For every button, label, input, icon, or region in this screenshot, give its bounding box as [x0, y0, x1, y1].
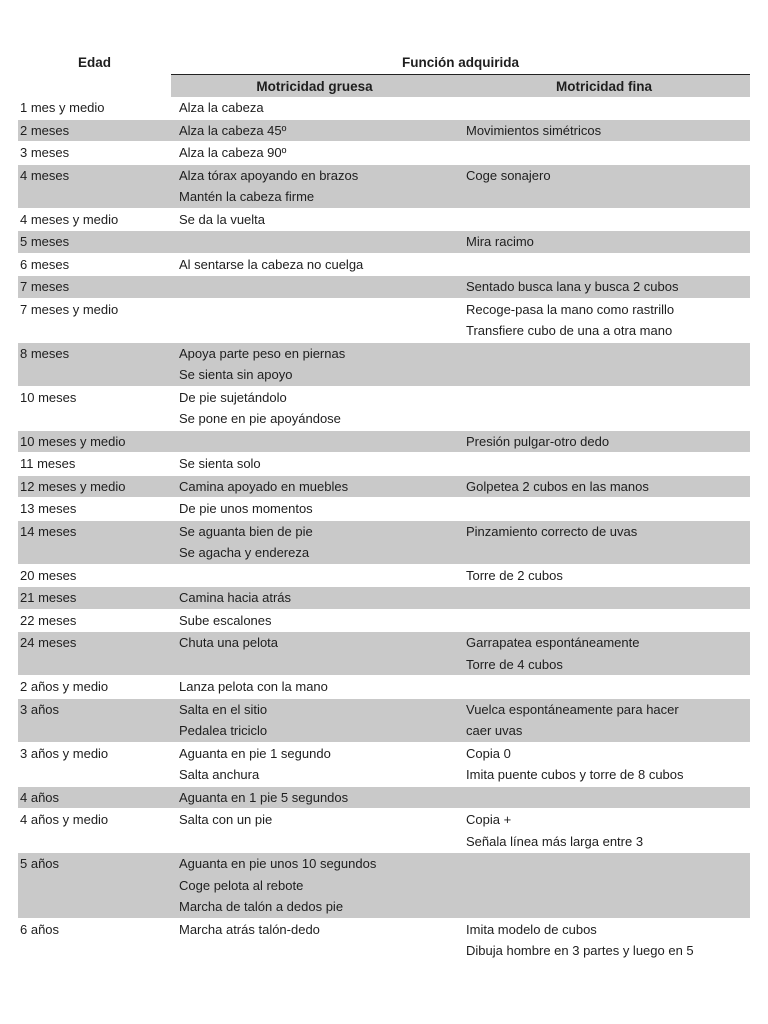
age-cell: [18, 231, 171, 253]
age-label: 24 meses: [20, 635, 77, 650]
age-cell: [18, 254, 171, 276]
gross-motor-cell: [171, 521, 458, 564]
fine-motor-cell: [458, 521, 750, 564]
age-cell: [18, 387, 171, 430]
fine-motor-cell: [458, 431, 750, 453]
header-age-blank: [18, 74, 171, 97]
gross-motor-item: Se pone en pie apoyándose: [179, 411, 341, 426]
age-label: 11 meses: [20, 456, 76, 471]
age-cell: [18, 276, 171, 298]
table-row: [18, 609, 750, 632]
age-cell: [18, 699, 171, 742]
fine-motor-item: Movimientos simétricos: [466, 122, 602, 138]
fine-motor-item: Señala línea más larga entre 3: [466, 833, 644, 849]
gross-motor-cell: [171, 853, 458, 918]
age-cell: [18, 431, 171, 453]
age-cell: [18, 343, 171, 386]
table-row: [18, 208, 750, 231]
table-row: [18, 631, 750, 675]
age-label: 4 años y medio: [20, 812, 109, 827]
gross-motor-cell: [171, 809, 458, 852]
header-fine-motor: Motricidad fina: [458, 75, 750, 97]
table-row: [18, 475, 750, 498]
table-row: [18, 698, 750, 742]
gross-motor-item: Se sienta solo: [179, 456, 261, 471]
table-row: [18, 586, 750, 609]
gross-motor-item: Aguanta en pie unos 10 segundos: [179, 856, 377, 871]
age-label: 6 años: [20, 921, 60, 937]
fine-motor-item: Dibuja hombre en 3 partes y luego en 5: [466, 943, 694, 958]
gross-motor-item: Se aguanta bien de pie: [179, 523, 313, 539]
gross-motor-item: Chuta una pelota: [179, 635, 279, 650]
fine-motor-cell: [458, 565, 750, 587]
age-cell: [18, 299, 171, 342]
table-row: [18, 298, 750, 342]
gross-motor-item: De pie sujetándolo: [179, 389, 287, 405]
fine-motor-item: Copia +: [466, 812, 512, 827]
fine-motor-cell: [458, 209, 750, 231]
fine-motor-cell: [458, 387, 750, 430]
fine-motor-cell: [458, 610, 750, 632]
fine-motor-item: Pinzamiento correcto de uvas: [466, 523, 638, 539]
age-label: 5 meses: [20, 234, 70, 249]
age-label: 7 meses y medio: [20, 301, 119, 317]
table-row: [18, 564, 750, 587]
fine-motor-cell: [458, 787, 750, 809]
fine-motor-cell: [458, 743, 750, 786]
age-cell: [18, 453, 171, 475]
age-cell: [18, 498, 171, 520]
fine-motor-cell: [458, 343, 750, 386]
age-cell: [18, 743, 171, 786]
table-row: [18, 275, 750, 298]
gross-motor-cell: [171, 343, 458, 386]
age-label: 21 meses: [20, 590, 77, 605]
age-label: 10 meses y medio: [20, 433, 126, 449]
age-label: 10 meses: [20, 389, 77, 405]
table-row: [18, 342, 750, 386]
header-age: Edad: [77, 54, 111, 70]
table-row: [18, 386, 750, 430]
gross-motor-item: Alza la cabeza: [179, 100, 264, 115]
age-cell: [18, 521, 171, 564]
gross-motor-item: Pedalea triciclo: [179, 723, 268, 738]
age-cell: [18, 919, 171, 962]
fine-motor-cell: [458, 632, 750, 675]
gross-motor-item: Lanza pelota con la mano: [179, 679, 328, 694]
gross-motor-cell: [171, 632, 458, 675]
fine-motor-cell: [458, 919, 750, 962]
fine-motor-cell: [458, 498, 750, 520]
age-label: 2 años y medio: [20, 679, 109, 694]
fine-motor-item: Garrapatea espontáneamente: [466, 635, 640, 650]
age-cell: [18, 565, 171, 587]
gross-motor-item: Aguanta en pie 1 segundo: [179, 745, 331, 761]
gross-motor-cell: [171, 209, 458, 231]
fine-motor-cell: [458, 476, 750, 498]
age-label: 6 meses: [20, 256, 70, 272]
gross-motor-item: De pie unos momentos: [179, 501, 313, 516]
gross-motor-item: Salta con un pie: [179, 812, 273, 827]
age-label: 3 meses: [20, 145, 70, 160]
gross-motor-item: Se agacha y endereza: [179, 545, 310, 560]
table-row: [18, 497, 750, 520]
fine-motor-cell: [458, 676, 750, 698]
fine-motor-item: caer uvas: [466, 723, 523, 738]
age-cell: [18, 120, 171, 142]
table-row: [18, 164, 750, 208]
gross-motor-item: Aguanta en 1 pie 5 segundos: [179, 789, 349, 805]
fine-motor-item: Torre de 4 cubos: [466, 656, 563, 672]
age-cell: [18, 97, 171, 119]
age-label: 8 meses: [20, 345, 70, 361]
gross-motor-cell: [171, 587, 458, 609]
gross-motor-item: Salta en el sitio: [179, 701, 268, 717]
gross-motor-cell: [171, 610, 458, 632]
gross-motor-cell: [171, 299, 458, 342]
gross-motor-cell: [171, 919, 458, 962]
gross-motor-item: Se sienta sin apoyo: [179, 367, 293, 382]
fine-motor-item: Mira racimo: [466, 234, 534, 249]
fine-motor-cell: [458, 165, 750, 208]
table-header-top: [18, 50, 750, 74]
age-label: 3 años: [20, 701, 60, 717]
age-label: 4 años: [20, 789, 60, 805]
gross-motor-cell: [171, 165, 458, 208]
gross-motor-cell: [171, 476, 458, 498]
gross-motor-item: Sube escalones: [179, 612, 272, 628]
table-row: [18, 141, 750, 164]
gross-motor-cell: [171, 254, 458, 276]
table-row: [18, 742, 750, 786]
age-label: 12 meses y medio: [20, 478, 126, 494]
age-cell: [18, 142, 171, 164]
gross-motor-item: Apoya parte peso en piernas: [179, 345, 346, 361]
fine-motor-cell: [458, 299, 750, 342]
header-gross-motor: Motricidad gruesa: [171, 75, 458, 97]
gross-motor-cell: [171, 276, 458, 298]
table-row: [18, 918, 750, 962]
age-label: 3 años y medio: [20, 745, 109, 761]
age-label: 22 meses: [20, 612, 77, 628]
age-cell: [18, 587, 171, 609]
fine-motor-item: Golpetea 2 cubos en las manos: [466, 478, 649, 494]
table-row: [18, 852, 750, 918]
gross-motor-item: Marcha de talón a dedos pie: [179, 899, 344, 914]
gross-motor-cell: [171, 142, 458, 164]
table-row: [18, 230, 750, 253]
fine-motor-cell: [458, 853, 750, 918]
table-row: [18, 786, 750, 809]
age-label: 1 mes y medio: [20, 100, 105, 115]
table-row: [18, 119, 750, 142]
age-cell: [18, 165, 171, 208]
gross-motor-item: Salta anchura: [179, 767, 260, 782]
gross-motor-cell: [171, 97, 458, 119]
gross-motor-cell: [171, 565, 458, 587]
gross-motor-cell: [171, 498, 458, 520]
gross-motor-cell: [171, 387, 458, 430]
age-label: 4 meses y medio: [20, 211, 119, 227]
gross-motor-item: Alza tórax apoyando en brazos: [179, 167, 359, 183]
gross-motor-cell: [171, 431, 458, 453]
table-row: [18, 520, 750, 564]
fine-motor-cell: [458, 276, 750, 298]
age-label: 7 meses: [20, 279, 70, 294]
fine-motor-cell: [458, 587, 750, 609]
table-body: [18, 97, 750, 962]
table-header-sub: [18, 74, 750, 97]
fine-motor-cell: [458, 809, 750, 852]
gross-motor-cell: [171, 787, 458, 809]
gross-motor-cell: [171, 120, 458, 142]
development-table: [18, 50, 750, 962]
gross-motor-cell: [171, 699, 458, 742]
fine-motor-item: Transfiere cubo de una a otra mano: [466, 323, 673, 338]
gross-motor-item: Mantén la cabeza firme: [179, 189, 315, 204]
age-cell: [18, 787, 171, 809]
age-cell: [18, 209, 171, 231]
age-cell: [18, 676, 171, 698]
age-cell: [18, 809, 171, 852]
fine-motor-cell: [458, 97, 750, 119]
fine-motor-item: Recoge-pasa la mano como rastrillo: [466, 301, 675, 317]
table-row: [18, 430, 750, 453]
fine-motor-cell: [458, 699, 750, 742]
table-row: [18, 253, 750, 276]
table-row: [18, 452, 750, 475]
gross-motor-item: Camina hacia atrás: [179, 590, 291, 605]
age-label: 2 meses: [20, 122, 70, 138]
fine-motor-cell: [458, 142, 750, 164]
header-function: Función adquirida: [402, 54, 519, 70]
gross-motor-item: Al sentarse la cabeza no cuelga: [179, 256, 364, 272]
fine-motor-item: Imita modelo de cubos: [466, 921, 597, 937]
gross-motor-cell: [171, 743, 458, 786]
age-label: 5 años: [20, 856, 60, 871]
age-cell: [18, 476, 171, 498]
age-label: 14 meses: [20, 523, 77, 539]
gross-motor-item: Alza la cabeza 90º: [179, 145, 287, 160]
table-row: [18, 675, 750, 698]
age-cell: [18, 853, 171, 918]
gross-motor-item: Camina apoyado en muebles: [179, 478, 349, 494]
age-cell: [18, 610, 171, 632]
fine-motor-item: Imita puente cubos y torre de 8 cubos: [466, 767, 684, 782]
gross-motor-item: Coge pelota al rebote: [179, 877, 304, 893]
fine-motor-item: Presión pulgar-otro dedo: [466, 433, 610, 449]
fine-motor-cell: [458, 453, 750, 475]
gross-motor-item: Se da la vuelta: [179, 211, 266, 227]
fine-motor-cell: [458, 231, 750, 253]
age-label: 13 meses: [20, 501, 77, 516]
fine-motor-item: Copia 0: [466, 745, 511, 761]
table-row: [18, 808, 750, 852]
fine-motor-cell: [458, 120, 750, 142]
fine-motor-cell: [458, 254, 750, 276]
gross-motor-cell: [171, 231, 458, 253]
fine-motor-item: Vuelca espontáneamente para hacer: [466, 701, 679, 717]
fine-motor-item: Coge sonajero: [466, 167, 551, 183]
age-label: 20 meses: [20, 567, 77, 583]
age-cell: [18, 632, 171, 675]
gross-motor-cell: [171, 453, 458, 475]
gross-motor-item: Alza la cabeza 45º: [179, 122, 287, 138]
gross-motor-cell: [171, 676, 458, 698]
table-row: [18, 97, 750, 119]
gross-motor-item: Marcha atrás talón-dedo: [179, 921, 320, 937]
fine-motor-item: Torre de 2 cubos: [466, 567, 563, 583]
fine-motor-item: Sentado busca lana y busca 2 cubos: [466, 279, 679, 294]
age-label: 4 meses: [20, 167, 70, 183]
